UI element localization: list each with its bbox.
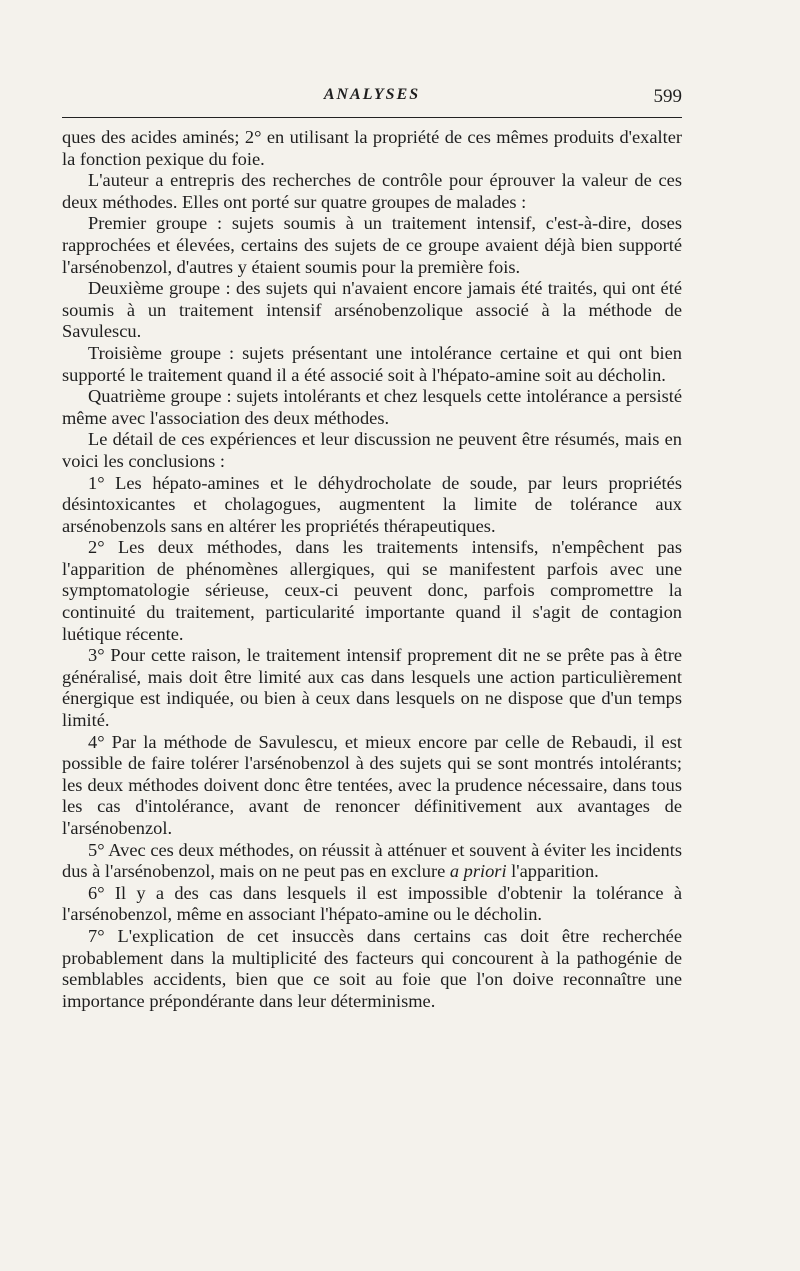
page-header: [62, 84, 682, 112]
paragraph-conclusion-6: 6° Il y a des cas dans lesquels il est impossible d'obtenir la tolérance à l'arsénobenzol, même en associant l'hépato-amine ou le décholin.: [62, 882, 682, 925]
paragraph-group-3: Troisième groupe : sujets présentant une intolérance certaine et qui ont bien supporté le traitement quand il a été associé soit à l'hépato-amine soit au décholin.: [62, 342, 682, 385]
paragraph-intro: L'auteur a entrepris des recherches de contrôle pour éprouver la valeur de ces deux méthodes. Elles ont porté sur quatre groupes de malades :: [62, 170, 682, 212]
conclusion-5-text-end: l'apparition.: [506, 861, 599, 882]
paragraph-conclusion-7: 7° L'explication de cet insuccès dans certains cas doit être recherchée probablement dans la multiplicité des facteurs qui concourent à la pathogénie de semblables accidents, bien que ce soit au foie que l'on doive reconnaître une importance prépondérante dans leur déterminisme.: [62, 925, 682, 1011]
page-number: 599: [653, 86, 682, 107]
conclusion-5-italic: a priori: [449, 861, 507, 882]
paragraph-conclusion-4: 4° Par la méthode de Savulescu, et mieux encore par celle de Rebaudi, il est possible de faire tolérer l'arsénobenzol à des sujets qui se sont montrés intolérants; les deux méthodes doivent donc être tentées, avec la prudence nécessaire, dans tous les cas d'intolérance, avant de renoncer définitivement aux avantages de l'arsénobenzol.: [62, 731, 682, 838]
paragraph-conclusion-5: [62, 840, 682, 883]
running-title: ANALYSES: [323, 86, 421, 103]
paragraph-conclusion-3: 3° Pour cette raison, le traitement intensif proprement dit ne se prête pas à être généralisé, mais doit être limité aux cas dans lesquels une action particulièrement énergique est indiquée, ou bien à ceux dans lesquels on ne dispose que d'un temps limité.: [62, 645, 682, 731]
paragraph-continuation: ques des acides aminés; 2° en utilisant la propriété de ces mêmes produits d'exalter la fonction pexique du foie.: [62, 127, 682, 169]
paragraph-summary: Le détail de ces expériences et leur discussion ne peuvent être résumés, mais en voici les conclusions :: [62, 429, 682, 471]
body-text: [62, 127, 682, 1012]
paragraph-conclusion-2: 2° Les deux méthodes, dans les traitements intensifs, n'empêchent pas l'apparition de phénomènes allergiques, qui se manifestent parfois avec une symptomatologie sérieuse, ceux-ci peuvent donc, parfois compromettre la continuité du traitement, particularité importante quand il s'agit de contagion luétique récente.: [62, 537, 682, 644]
conclusion-5-text-start: 5° Avec ces deux méthodes, on réussit à atténuer et souvent à éviter les incidents dus à l'arsénobenzol, mais on ne peut pas en exclure: [62, 839, 682, 882]
paragraph-group-2: Deuxième groupe : des sujets qui n'avaient encore jamais été traités, qui ont été soumis à un traitement intensif arsénobenzolique associé à la méthode de Savulescu.: [62, 278, 682, 342]
header-rule: [62, 117, 682, 118]
paragraph-conclusion-1: 1° Les hépato-amines et le déhydrocholate de soude, par leurs propriétés désintoxicantes et cholagogues, augmentent la limite de tolérance aux arsénobenzols sans en altérer les propriétés thérapeutiques.: [62, 472, 682, 536]
paragraph-group-1: Premier groupe : sujets soumis à un traitement intensif, c'est-à-dire, doses rapprochées et élevées, certains des sujets de ce groupe avaient déjà bien supporté l'arsénobenzol, d'autres y étaient soumis pour la première fois.: [62, 213, 682, 277]
paragraph-group-4: Quatrième groupe : sujets intolérants et chez lesquels cette intolérance a persisté même avec l'association des deux méthodes.: [62, 386, 682, 428]
